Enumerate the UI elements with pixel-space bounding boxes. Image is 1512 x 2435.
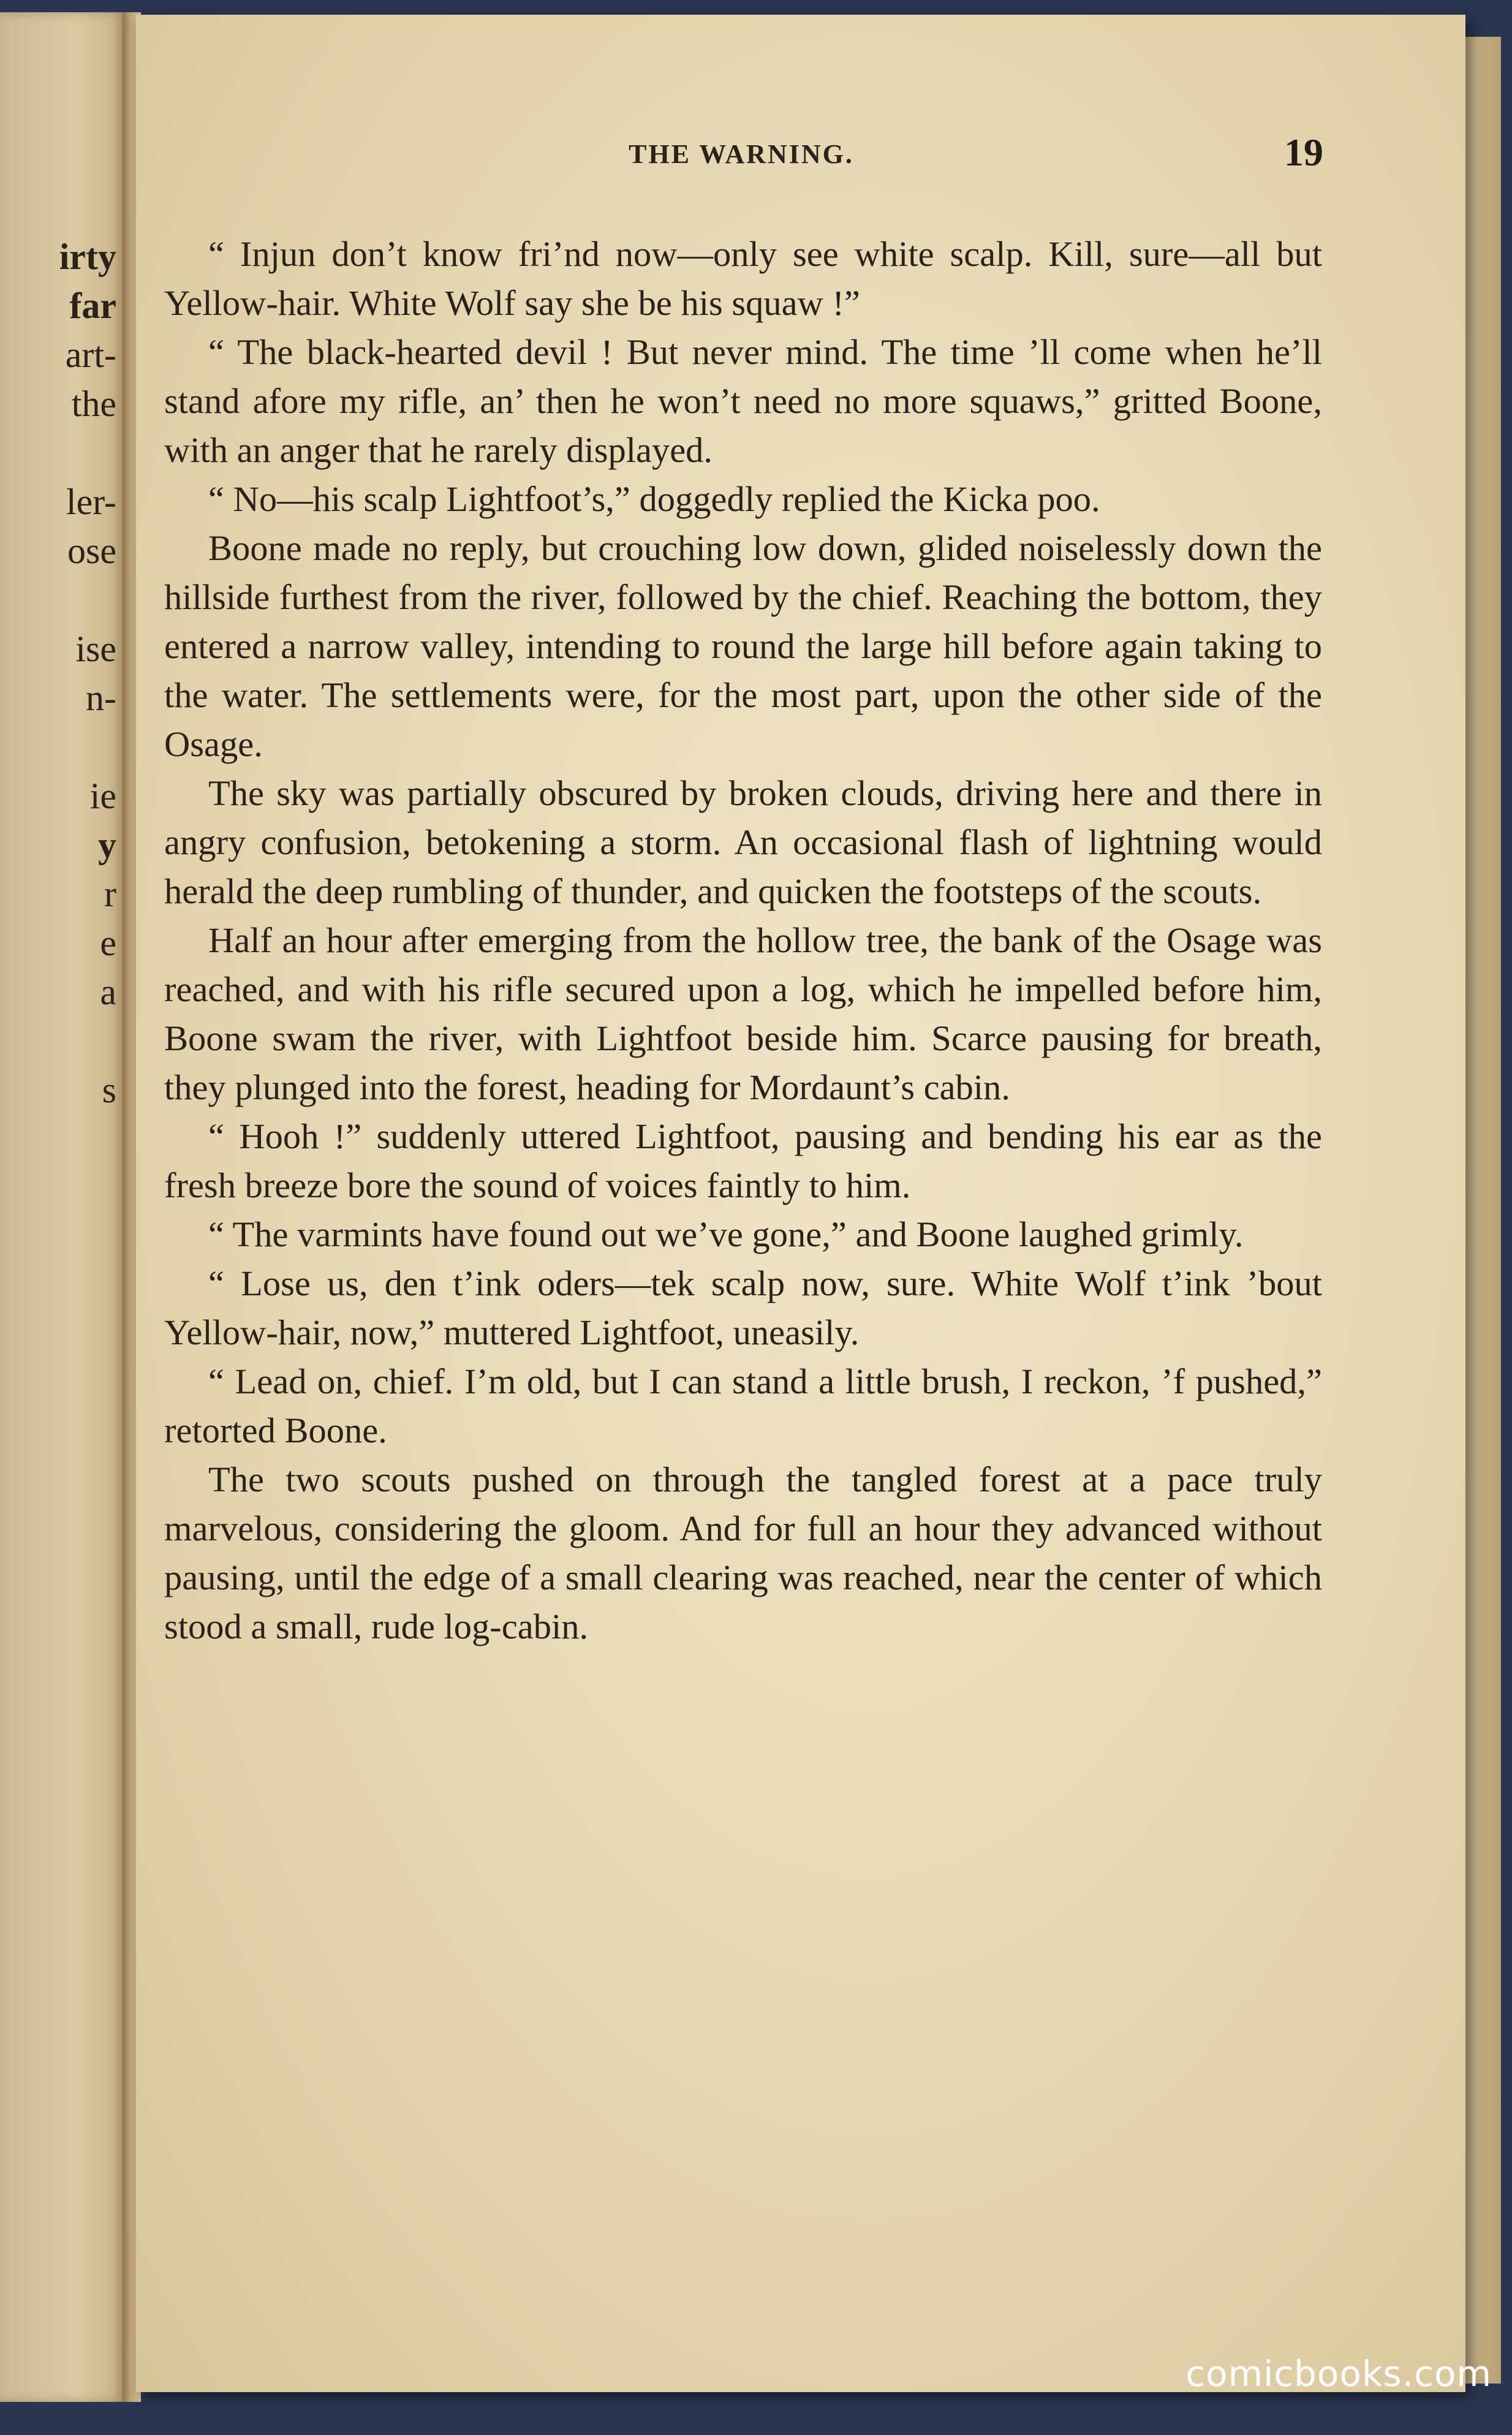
- paragraph: “ The varmints have found out we’ve gone,” and Boone laughed grimly.: [208, 1214, 1244, 1254]
- fragment-line: s: [102, 1070, 116, 1110]
- paragraph: “ Lead on, chief. I’m old, but I can stand a little brush, I reckon, ’f pushed,” retorted Boone.: [164, 1361, 1322, 1450]
- paragraph: “ Hooh !” suddenly uttered Lightfoot, pausing and bending his ear as the fresh breeze bore the sound of voices faintly to him.: [164, 1116, 1322, 1205]
- paragraph: “ Injun don’t know fri’nd now—only see white scalp. Kill, sure—all but Yellow-hair. White Wolf say she be his squaw !”: [164, 234, 1322, 323]
- paragraph: The sky was partially obscured by broken clouds, driving here and there in angry confusion, betokening a storm. An occasional flash of lightning would herald the deep rumbling of thunder, and quicken the footsteps of the scouts.: [164, 773, 1322, 911]
- fragment-line: ise: [75, 629, 116, 669]
- previous-page-text-fragments: [0, 12, 123, 2402]
- paragraph: Boone made no reply, but crouching low down, glided noiselessly down the hillside furthest from the river, followed by the chief. Reaching the bottom, they entered a narrow valley, intending to round the large hill before again taking to the water. The settlements were, for the most part, upon the other side of the Osage.: [164, 528, 1322, 764]
- paragraph: “ Lose us, den t’ink oders—tek scalp now, sure. White Wolf t’ink ’bout Yellow-hair, now,” muttered Lightfoot, uneasily.: [164, 1263, 1322, 1352]
- fragment-line: the: [71, 384, 116, 424]
- fragment-line: r: [104, 874, 116, 914]
- fragment-line: art-: [65, 335, 116, 375]
- fragment-line: ie: [89, 776, 116, 816]
- previous-page-edge: [0, 12, 126, 2402]
- fragment-line: ose: [67, 531, 116, 571]
- page-number: 19: [1284, 131, 1323, 174]
- fragment-line: e: [100, 923, 116, 963]
- paragraph: The two scouts pushed on through the tangled forest at a pace truly marvelous, considering the gloom. And for full an hour they advanced without pausing, until the edge of a small clearing was reached, near the center of which stood a small, rude log-cabin.: [164, 1460, 1322, 1646]
- body-text: [164, 230, 1322, 1651]
- fragment-line: irty: [59, 237, 116, 277]
- fragment-line: far: [69, 286, 116, 326]
- fragment-line: a: [100, 972, 116, 1012]
- fragment-line: ler-: [66, 482, 116, 522]
- paragraph: “ The black-hearted devil ! But never mind. The time ’ll come when he’ll stand afore my rifle, an’ then he won’t need no more squaws,” gritted Boone, with an anger that he rarely displayed.: [164, 332, 1322, 470]
- paragraph: “ No—his scalp Lightfoot’s,” doggedly replied the Kicka poo.: [208, 479, 1100, 519]
- page-stack-edge: [1464, 37, 1501, 2384]
- running-title: THE WARNING.: [629, 139, 854, 169]
- fragment-line: n-: [86, 678, 116, 718]
- fragment-line: y: [98, 825, 116, 865]
- site-watermark: comicbooks.com: [1185, 2353, 1492, 2395]
- paragraph: Half an hour after emerging from the hollow tree, the bank of the Osage was reached, and with his rifle secured upon a log, which he impelled before him, Boone swam the river, with Lightfoot beside him. Scarce pausing for breath, they plunged into the forest, heading for Mordaunt’s cabin.: [164, 920, 1322, 1107]
